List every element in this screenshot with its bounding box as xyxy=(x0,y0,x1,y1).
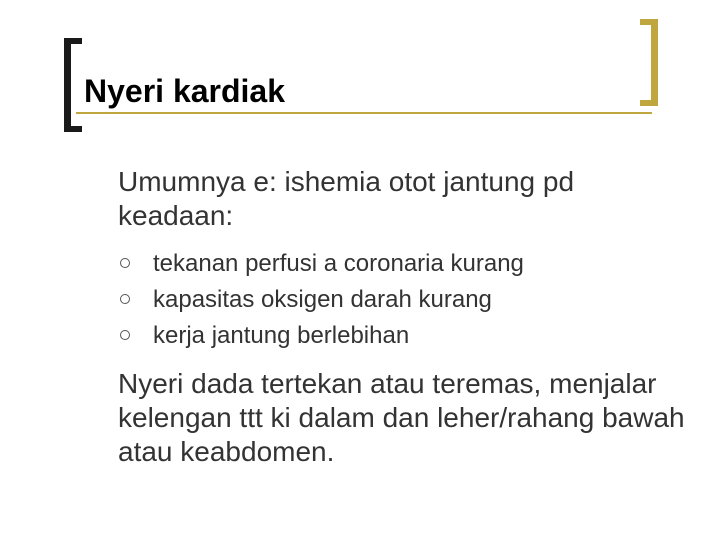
bullet-icon xyxy=(120,294,130,304)
right-bracket-top-decoration xyxy=(640,19,658,25)
description-paragraph: Nyeri dada tertekan atau teremas, menjalar kelengan ttt ki dalam dan leher/rahang bawah atau keabdomen. xyxy=(118,368,685,467)
title-underline xyxy=(76,112,652,114)
intro-paragraph: Umumnya e: ishemia otot jantung pd keadaan: xyxy=(118,166,575,231)
bullet-icon xyxy=(120,330,130,340)
left-bracket-top-decoration xyxy=(64,38,82,44)
left-bracket-decoration xyxy=(64,38,71,132)
list-item-text: tekanan perfusi a coronaria kurang xyxy=(153,250,524,277)
bullet-icon xyxy=(120,258,130,268)
list-item-text: kapasitas oksigen darah kurang xyxy=(153,286,492,313)
left-bracket-bottom-decoration xyxy=(64,126,82,132)
list-item-text: kerja jantung berlebihan xyxy=(153,322,410,349)
right-bracket-bottom-decoration xyxy=(640,100,658,106)
right-bracket-decoration xyxy=(651,19,658,106)
slide-title: Nyeri kardiak xyxy=(84,73,286,109)
